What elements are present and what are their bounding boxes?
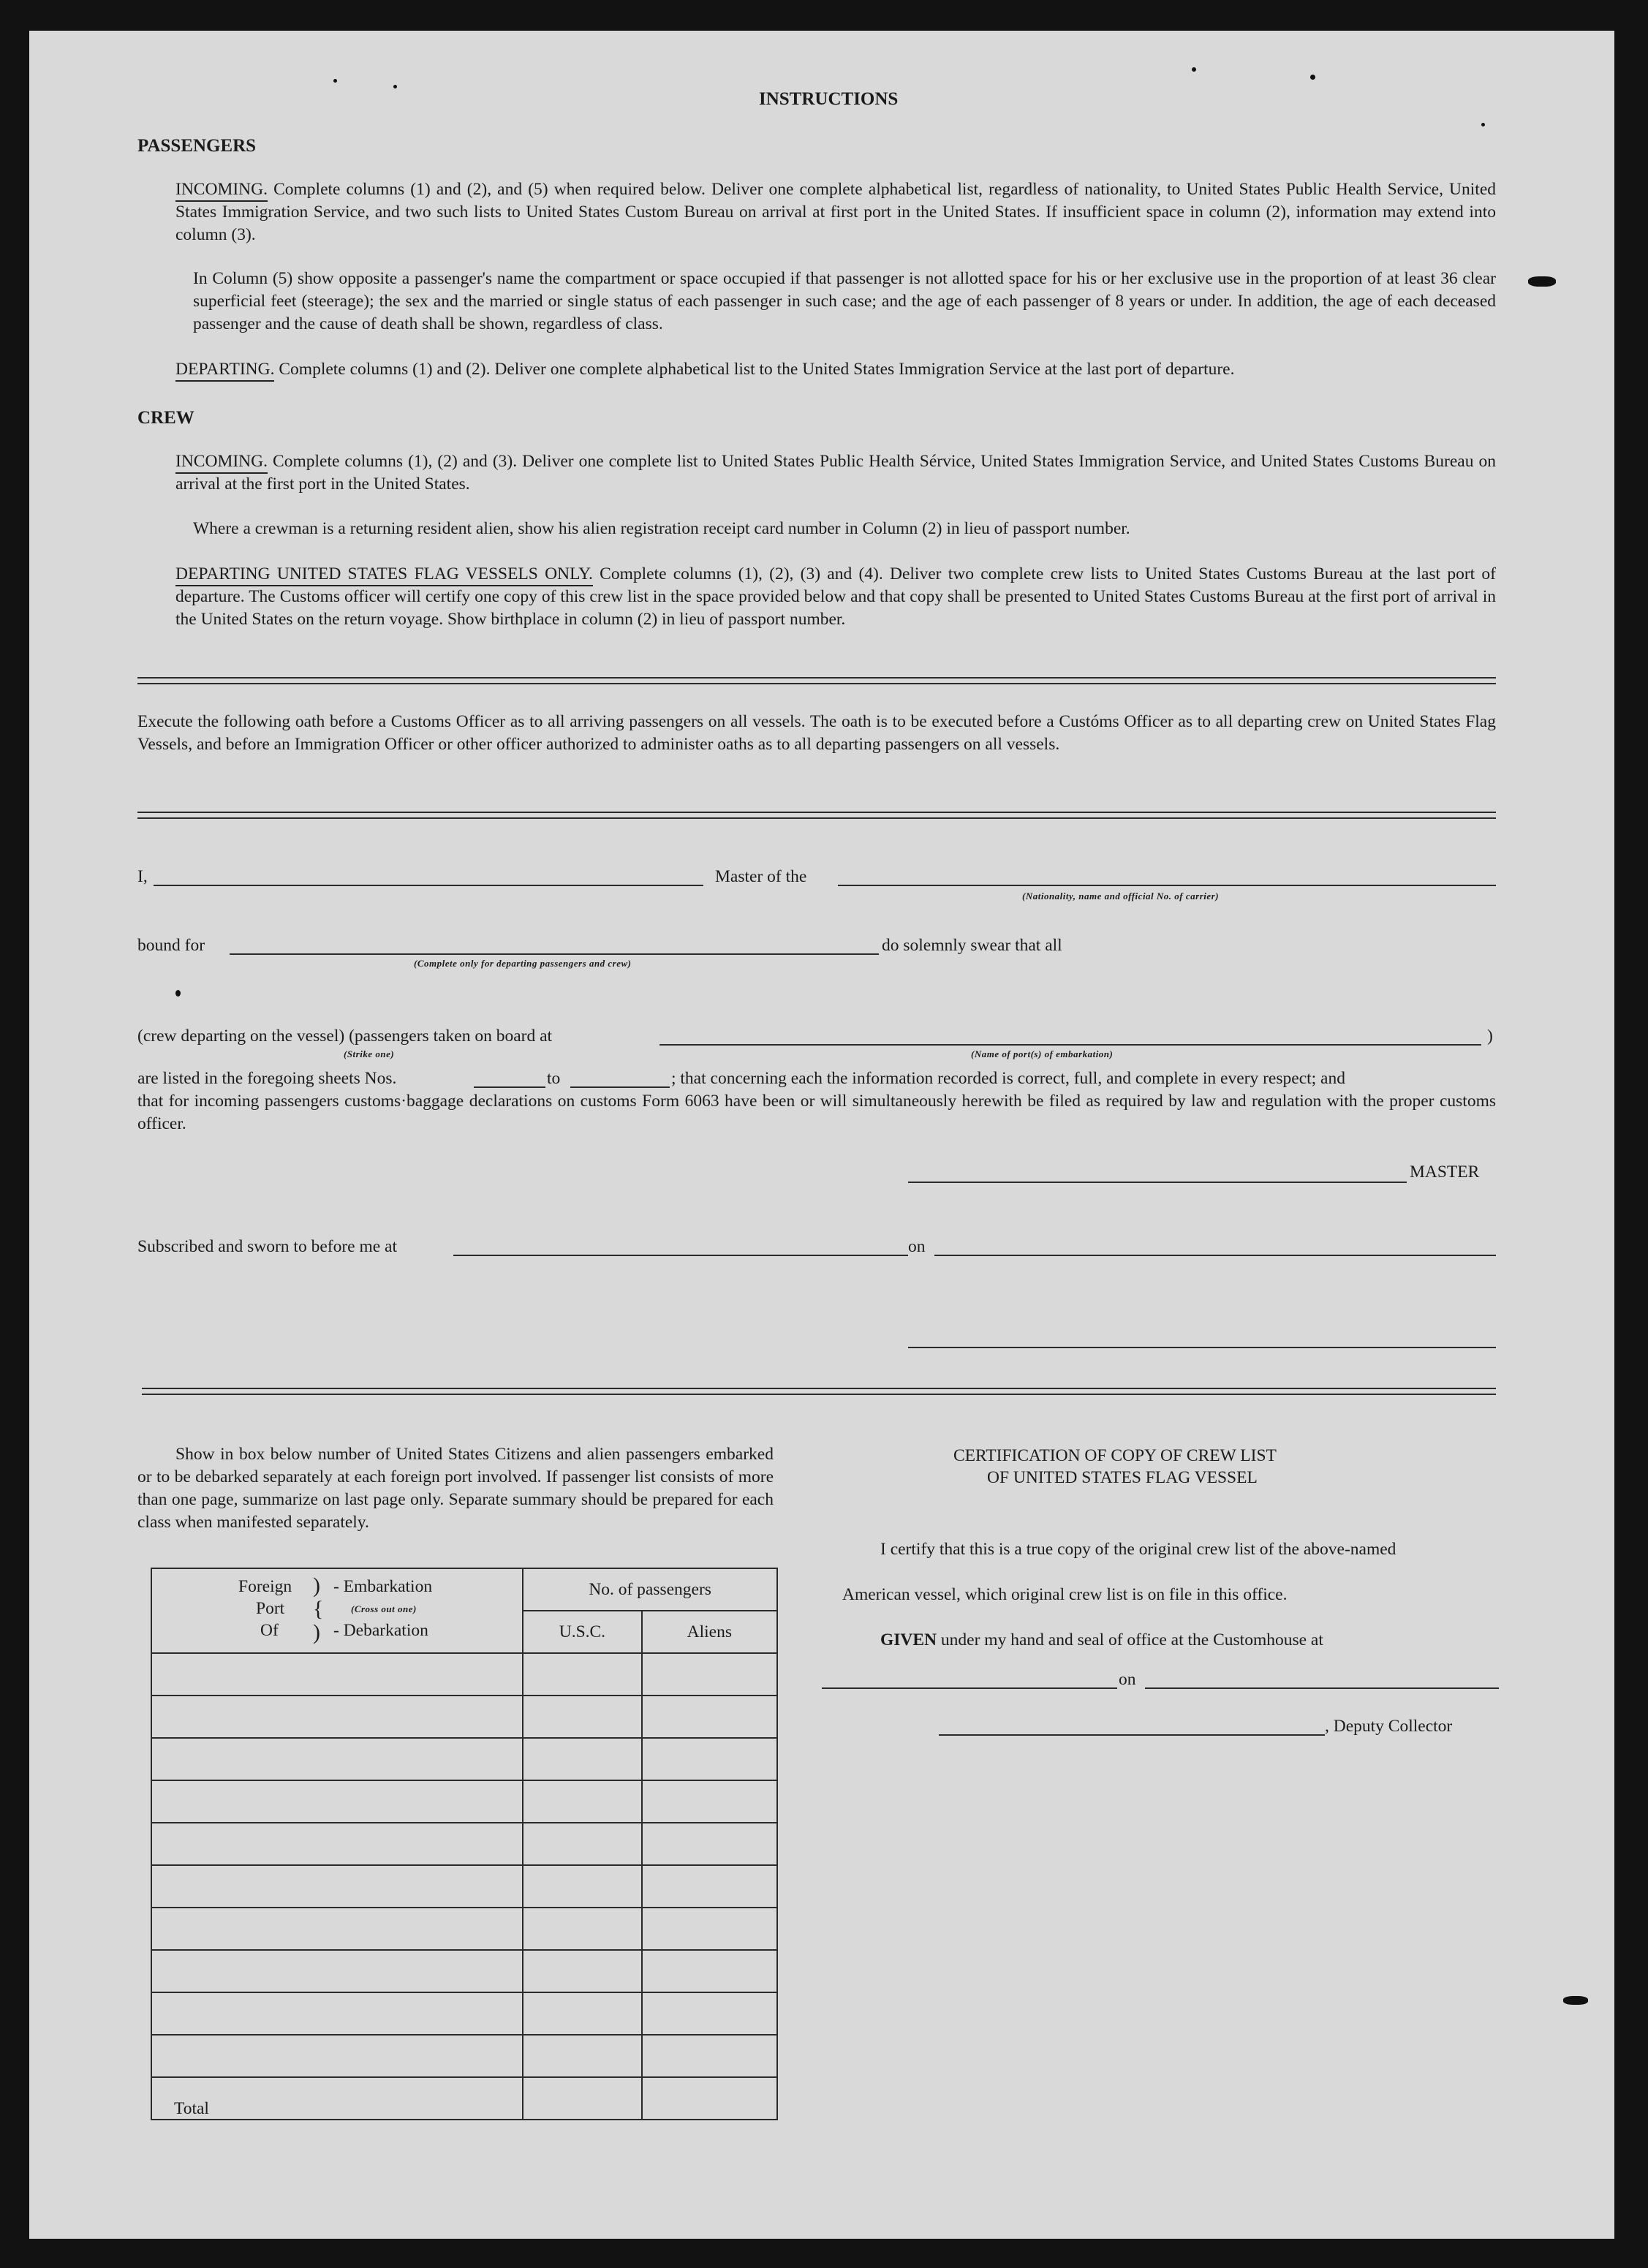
port-cell[interactable]	[151, 1696, 523, 1738]
aliens-total-cell[interactable]	[642, 2077, 777, 2120]
ink-speck	[333, 79, 337, 83]
port-header-cell: Foreign Port Of ) { ) - Embarkation (Cross out one) - Debarkation	[151, 1568, 523, 1653]
ink-speck	[175, 990, 181, 997]
ports-of-embarkation-field[interactable]	[659, 1044, 1481, 1046]
no-of-passengers-header: No. of passengers	[523, 1568, 777, 1611]
solemnly-swear-label: do solemnly swear that all	[882, 936, 1062, 955]
crew-incoming-paragraph: INCOMING. Complete columns (1), (2) and (3). Deliver one complete list to United States Public Health Sérvice, United States Immigration Service, and United States Customs Bureau on arrival at the first port in the United States.	[175, 452, 1496, 494]
aliens-cell[interactable]	[642, 1653, 777, 1696]
aliens-cell[interactable]	[642, 1780, 777, 1823]
ink-speck	[1192, 67, 1196, 72]
section-heading-crew: CREW	[137, 408, 194, 428]
port-cell[interactable]	[151, 2035, 523, 2077]
sheets-nos-label: are listed in the foregoing sheets Nos.	[137, 1069, 397, 1088]
strike-one-caption: (Strike one)	[344, 1048, 395, 1059]
sheets-continuation-text: ; that concerning each the information recorded is correct, full, and complete in every respect; and	[671, 1069, 1345, 1088]
table-row	[151, 1908, 777, 1950]
table-row	[151, 1992, 777, 2035]
master-of-the-label: Master of the	[715, 867, 807, 886]
table-row	[151, 1865, 777, 1908]
deputy-collector-signature-field[interactable]	[939, 1734, 1325, 1736]
bracket-symbol: ) { )	[313, 1573, 324, 1644]
bound-for-caption: (Complete only for departing passengers and crew)	[414, 958, 632, 969]
closing-paren: )	[1487, 1027, 1493, 1046]
officer-signature-field[interactable]	[908, 1347, 1496, 1348]
vessel-caption: (Nationality, name and official No. of carrier)	[1022, 891, 1220, 901]
usc-cell[interactable]	[523, 1696, 641, 1738]
usc-cell[interactable]	[523, 1908, 641, 1950]
usc-total-cell[interactable]	[523, 2077, 641, 2120]
ink-speck	[1310, 75, 1315, 80]
crew-incoming-label: INCOMING.	[175, 452, 268, 474]
usc-cell[interactable]	[523, 1823, 641, 1865]
oath-instructions: Execute the following oath before a Customs Officer as to all arriving passengers on all vessels. The oath is to be executed before a Custóms Officer as to all departing crew on United States Flag Vessels, and before an Immigration Officer or other officer authorized to administer oaths as to all departing passengers on all vessels.	[137, 712, 1496, 754]
table-row	[151, 1696, 777, 1738]
ink-smudge	[1528, 276, 1556, 287]
ink-smudge	[1563, 1996, 1588, 2005]
vessel-name-field[interactable]	[838, 885, 1496, 886]
port-cell[interactable]	[151, 1780, 523, 1823]
table-row	[151, 2035, 777, 2077]
summary-instructions: Show in box below number of United States Citizens and alien passengers embarked or to be debarked separately at each foreign port involved. If passenger list consists of more than one page, summarize on last page only. Separate summary should be prepared for each class when manifested separately.	[137, 1445, 774, 1532]
port-cell[interactable]	[151, 1992, 523, 2035]
certify-given-line: GIVEN under my hand and seal of office at the Customhouse at	[880, 1630, 1323, 1649]
table-row	[151, 1950, 777, 1992]
subscribed-sworn-label: Subscribed and sworn to before me at	[137, 1237, 398, 1256]
aliens-cell[interactable]	[642, 1865, 777, 1908]
sworn-location-field[interactable]	[453, 1255, 908, 1256]
crew-departing-paragraph: DEPARTING UNITED STATES FLAG VESSELS ONLY. Complete columns (1), (2), (3) and (4). Deliver two complete crew lists to United States Customs Bureau at the last port of departure. The Customs officer will certify one copy of this crew list in the space provided below and that copy shall be presented to United States Customs Bureau at the first port of arrival in the United States on the return voyage. Show birthplace in column (2) in lieu of passport number.	[175, 564, 1496, 629]
crew-passengers-label: (crew departing on the vessel) (passengers taken on board at	[137, 1027, 553, 1046]
ink-speck	[1481, 123, 1485, 126]
aliens-cell[interactable]	[642, 1908, 777, 1950]
certification-heading-line2: OF UNITED STATES FLAG VESSEL	[987, 1468, 1258, 1487]
port-cell[interactable]	[151, 1950, 523, 1992]
table-row	[151, 1738, 777, 1780]
port-cell[interactable]	[151, 1823, 523, 1865]
baggage-declaration-text: that for incoming passengers customs·baggage declarations on customs Form 6063 have been or will simultaneously herewith be filed as required by law and regulation with the proper customs officer.	[137, 1092, 1496, 1133]
section-heading-passengers: PASSENGERS	[137, 136, 257, 156]
customhouse-location-field[interactable]	[822, 1687, 1117, 1689]
ink-speck	[393, 85, 397, 88]
aliens-cell[interactable]	[642, 1738, 777, 1780]
master-signature-field[interactable]	[908, 1182, 1407, 1183]
bound-for-label: bound for	[137, 936, 205, 955]
aliens-cell[interactable]	[642, 1696, 777, 1738]
port-cell[interactable]	[151, 1865, 523, 1908]
master-signature-label: MASTER	[1410, 1163, 1480, 1182]
sworn-on-label: on	[908, 1237, 926, 1256]
total-row	[151, 2077, 777, 2120]
section-divider	[137, 677, 1496, 684]
sworn-date-field[interactable]	[934, 1255, 1496, 1256]
usc-cell[interactable]	[523, 1780, 641, 1823]
table-row	[151, 1780, 777, 1823]
aliens-cell[interactable]	[642, 1950, 777, 1992]
total-label: Total	[151, 2077, 523, 2120]
master-name-field[interactable]	[154, 885, 703, 886]
table-row	[151, 1653, 777, 1696]
section-divider	[142, 1388, 1496, 1395]
section-divider	[137, 812, 1496, 819]
departing-label: DEPARTING.	[175, 360, 274, 382]
sheet-to-field[interactable]	[570, 1086, 670, 1088]
passenger-summary-table	[151, 1568, 778, 2120]
passengers-incoming-paragraph: INCOMING. Complete columns (1) and (2), and (5) when required below. Deliver one complete alphabetical list, regardless of nationality, to United States Public Health Service, United States Immigration Service, and two such lists to United States Custom Bureau on arrival at first port in the United States. If insufficient space in column (2), information may extend into column (3).	[175, 180, 1497, 244]
certification-on-label: on	[1119, 1670, 1136, 1689]
incoming-label: INCOMING.	[175, 180, 268, 202]
usc-cell[interactable]	[523, 1653, 641, 1696]
usc-cell[interactable]	[523, 1738, 641, 1780]
usc-cell[interactable]	[523, 1992, 641, 2035]
crew-departing-label: DEPARTING UNITED STATES FLAG VESSELS ONLY.	[175, 564, 593, 586]
certify-text-line2: American vessel, which original crew list is on file in this office.	[842, 1585, 1288, 1604]
passengers-column5-paragraph: In Column (5) show opposite a passenger's name the compartment or space occupied if that passenger is not allotted space for his or her exclusive use in the proportion of at least 36 clear superficial feet (steerage); the sex and the married or single status of each passenger in such case; and the age of each passenger of 8 years or under. In addition, the age of each deceased passenger and the cause of death shall be shown, regardless of class.	[193, 269, 1496, 333]
certification-date-field[interactable]	[1145, 1687, 1499, 1689]
certification-heading-line1: CERTIFICATION OF COPY OF CREW LIST	[953, 1446, 1277, 1465]
certify-text-line1: I certify that this is a true copy of the original crew list of the above-named	[880, 1540, 1396, 1559]
port-cell[interactable]	[151, 1908, 523, 1950]
crew-resident-alien-paragraph: Where a crewman is a returning resident alien, show his alien registration receipt card number in Column (2) in lieu of passport number.	[193, 519, 1130, 538]
bound-for-field[interactable]	[230, 953, 879, 955]
table-row	[151, 1823, 777, 1865]
sheet-from-field[interactable]	[474, 1086, 545, 1088]
ports-caption: (Name of port(s) of embarkation)	[971, 1048, 1114, 1059]
oath-i-label: I,	[137, 867, 148, 886]
aliens-cell[interactable]	[642, 1823, 777, 1865]
port-cell[interactable]	[151, 1738, 523, 1780]
page-title: INSTRUCTIONS	[759, 89, 899, 109]
aliens-header: Aliens	[642, 1611, 777, 1653]
usc-cell[interactable]	[523, 2035, 641, 2077]
sheets-to-label: to	[547, 1069, 561, 1088]
usc-cell[interactable]	[523, 1865, 641, 1908]
passengers-departing-paragraph: DEPARTING. Complete columns (1) and (2). Deliver one complete alphabetical list to the United States Immigration Service at the last port of departure.	[175, 358, 1496, 381]
port-cell[interactable]	[151, 1653, 523, 1696]
deputy-collector-label: , Deputy Collector	[1325, 1717, 1453, 1736]
aliens-cell[interactable]	[642, 1992, 777, 2035]
usc-header: U.S.C.	[523, 1611, 641, 1653]
aliens-cell[interactable]	[642, 2035, 777, 2077]
usc-cell[interactable]	[523, 1950, 641, 1992]
